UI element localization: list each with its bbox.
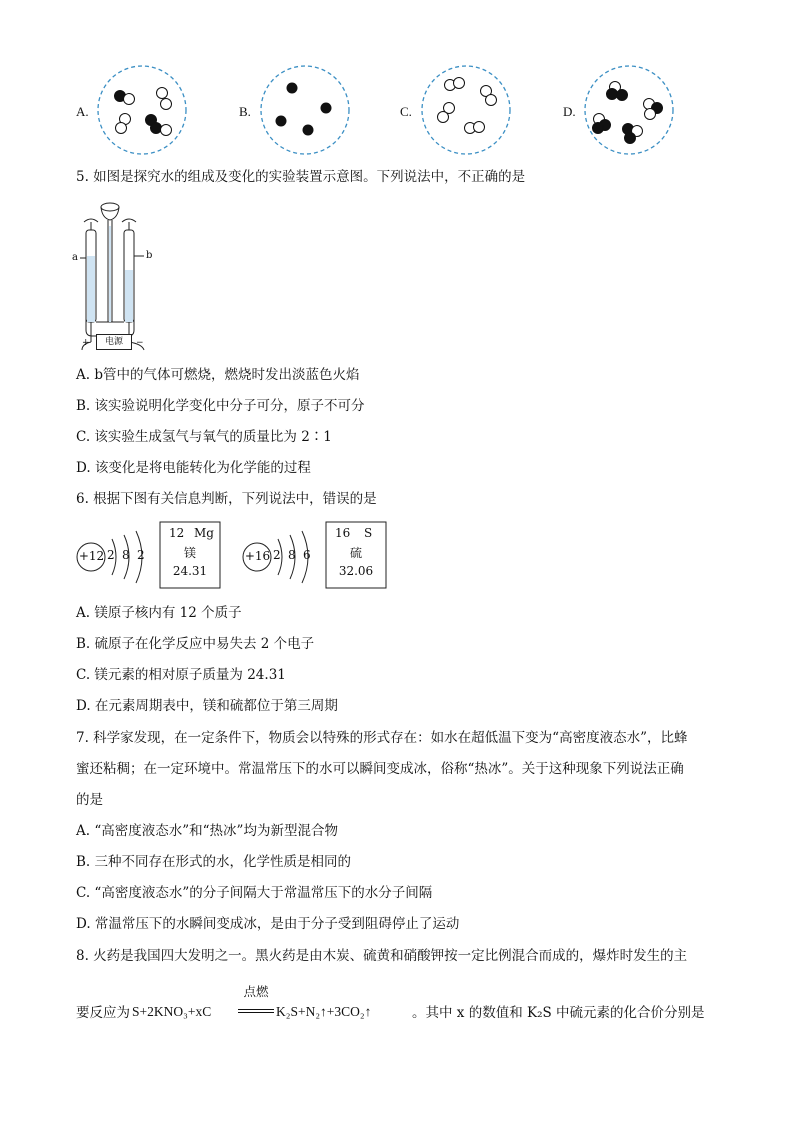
q4-option-a-diagram [96,64,188,156]
mg-atomic-mass: 24.31 [172,564,208,578]
mg-shell-3: 2 [137,548,145,562]
mg-nucleus: +12 [78,549,105,563]
q4-option-d-diagram [583,64,675,156]
q5-stem: 5. 如图是探究水的组成及变化的实验装置示意图。下列说法中，不正确的是 [76,169,526,185]
s-name: 硫 [349,546,362,560]
mg-shell-1: 2 [107,548,115,562]
s-atomic-mass: 32.06 [338,564,374,578]
q7-option-d[interactable]: D. 常温常压下的水瞬间变成冰，是由于分子受到阻碍停止了运动 [76,916,460,932]
q7-stem-line-3: 的是 [76,792,103,808]
q5-option-d[interactable]: D. 该变化是将电能转化为化学能的过程 [76,460,311,476]
s-shell-2: 8 [288,548,296,562]
q8-products: K₂S+N₂↑+3CO₂↑ [276,1004,372,1019]
s-symbol: S [364,526,373,540]
q5-plus-sign: + [82,338,90,348]
q5-power-supply: 电源 [96,334,132,350]
q4-option-c-diagram [420,64,512,156]
q6-option-c[interactable]: C. 镁元素的相对原子质量为 24.31 [76,667,286,683]
q8-condition: 点燃 [243,985,269,999]
q5-option-c[interactable]: C. 该实验生成氢气与氧气的质量比为 2∶1 [76,429,332,445]
q4-option-c-label[interactable]: C. [400,104,412,119]
q5-label-b: b [146,250,153,261]
q4-option-d-label[interactable]: D. [563,104,576,119]
q8-suffix: 。其中 x 的数值和 K₂S 中硫元素的化合价分别是 [412,1005,705,1021]
q6-figure [76,520,396,592]
s-nucleus: +16 [244,549,271,563]
q4-option-b-label[interactable]: B. [239,104,251,119]
q7-option-a[interactable]: A. “高密度液态水”和“热冰”均为新型混合物 [76,823,338,839]
q5-electrolysis-figure [72,196,172,352]
q5-label-a: a [72,252,78,263]
q7-option-b[interactable]: B. 三种不同存在形式的水，化学性质是相同的 [76,854,352,870]
s-atomic-number: 16 [335,526,351,540]
q5-minus-sign: − [136,338,144,348]
s-shell-3: 6 [303,548,311,562]
q8-equals-bar [238,1009,274,1013]
q5-option-b[interactable]: B. 该实验说明化学变化中分子可分，原子不可分 [76,398,365,414]
q4-option-a-label[interactable]: A. [76,104,89,119]
q8-reactants: S+2KNO₃+xC [132,1004,212,1019]
q8-arrow-condition [238,984,274,1013]
mg-symbol: Mg [194,526,214,540]
q4-option-b-diagram [259,64,351,156]
mg-name: 镁 [183,546,196,560]
q6-option-d[interactable]: D. 在元素周期表中，镁和硫都位于第三周期 [76,698,338,714]
s-shell-1: 2 [273,548,281,562]
mg-atomic-number: 12 [169,526,185,540]
q8-stem-line-1: 8. 火药是我国四大发明之一。黑火药是由木炭、硫黄和硝酸钾按一定比例混合而成的，爆炸时发生的主 [76,948,688,964]
q7-stem-line-1: 7. 科学家发现，在一定条件下，物质会以特殊的形式存在：如水在超低温下变为“高密度液态水”，比蜂 [76,730,688,746]
q7-stem-line-2: 蜜还粘稠；在一定环境中。常温常压下的水可以瞬间变成冰，俗称“热冰”。关于这种现象下列说法正确 [76,761,684,777]
q6-stem: 6. 根据下图有关信息判断，下列说法中，错误的是 [76,491,377,507]
q6-option-b[interactable]: B. 硫原子在化学反应中易失去 2 个电子 [76,636,315,652]
q5-option-a[interactable]: A. b管中的气体可燃烧，燃烧时发出淡蓝色火焰 [76,367,360,383]
mg-shell-2: 8 [122,548,130,562]
q6-option-a[interactable]: A. 镁原子核内有 12 个质子 [76,605,242,621]
q8-prefix: 要反应为 [76,1005,130,1021]
q7-option-c[interactable]: C. “高密度液态水”的分子间隔大于常温常压下的水分子间隔 [76,885,433,901]
